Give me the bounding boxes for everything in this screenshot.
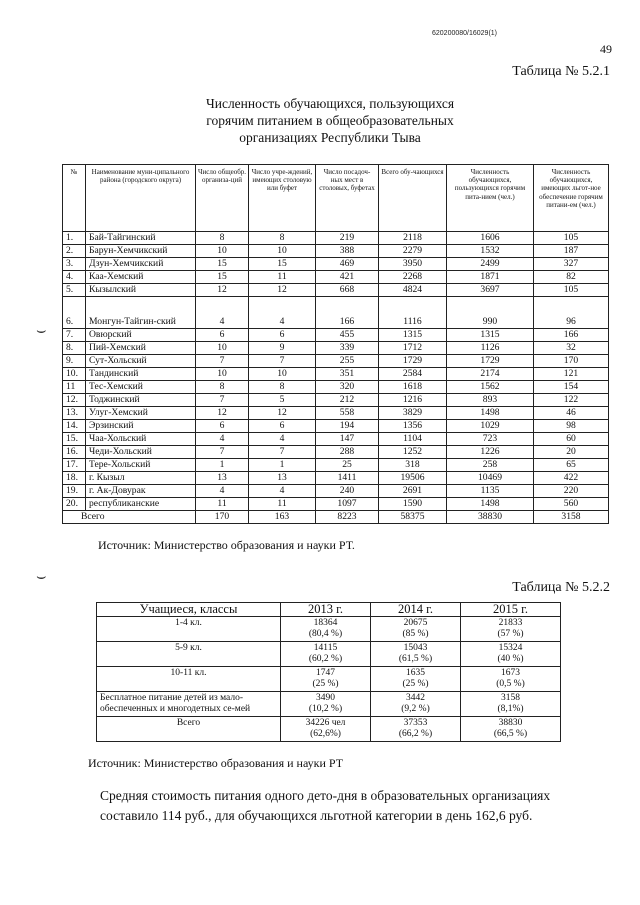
table-cell: 1729 <box>447 355 534 368</box>
table-cell: 4 <box>249 433 316 446</box>
students-by-grade-table <box>96 602 561 742</box>
count-value: 3442 <box>406 693 425 703</box>
table-cell: 327 <box>534 258 609 271</box>
table1-header-cell: Число общеобр. организа-ций <box>196 165 249 232</box>
table-row <box>63 329 609 342</box>
table-cell: 6. <box>63 297 86 329</box>
table1-header-cell: Наименование муни-ципального района (городского округа) <box>86 165 196 232</box>
table-cell: 1135 <box>447 485 534 498</box>
table-cell: 19506 <box>379 472 447 485</box>
count-value: 1635 <box>406 668 425 678</box>
table-cell: 170 <box>534 355 609 368</box>
table1-title <box>150 95 510 146</box>
table-cell: 1315 <box>379 329 447 342</box>
table-row <box>63 355 609 368</box>
value-cell <box>281 642 371 667</box>
table-cell: 7 <box>196 446 249 459</box>
table1-header-cell: Численность обучающихся, имеющих льгот-ное обеспечение горячим питани-ем (чел.) <box>534 165 609 232</box>
table-cell: 422 <box>534 472 609 485</box>
table-cell: 7 <box>196 355 249 368</box>
district-name-cell: Тес-Хемский <box>86 381 196 394</box>
table-row <box>63 498 609 511</box>
table1-header-cell: Число посадоч-ных мест в столовых, буфетах <box>316 165 379 232</box>
table-cell: 1729 <box>379 355 447 368</box>
table-cell: 255 <box>316 355 379 368</box>
table-cell: 560 <box>534 498 609 511</box>
table-cell: 147 <box>316 433 379 446</box>
table-cell: 258 <box>447 459 534 472</box>
district-name-cell: Барун-Хемчикский <box>86 245 196 258</box>
table2-label: Таблица № 5.2.2 <box>512 580 610 595</box>
table-cell: 13 <box>249 472 316 485</box>
table-cell: 20 <box>534 446 609 459</box>
count-value: 14115 <box>313 643 338 653</box>
table-cell: 15 <box>196 271 249 284</box>
percent-value: (8,1%) <box>497 704 524 714</box>
margin-mark: ⌣ <box>36 568 47 585</box>
table-row <box>63 446 609 459</box>
total-row <box>63 511 609 524</box>
table-cell: 219 <box>316 232 379 245</box>
table-row <box>63 420 609 433</box>
table-cell: 990 <box>447 297 534 329</box>
district-name-cell: Овюрский <box>86 329 196 342</box>
table-row <box>63 232 609 245</box>
percent-value: (80,4 %) <box>308 629 343 639</box>
table-cell: 1498 <box>447 498 534 511</box>
count-value: 15324 <box>498 643 523 653</box>
count-value: 3158 <box>501 693 520 703</box>
table-cell: 1356 <box>379 420 447 433</box>
district-name-cell: г. Кызыл <box>86 472 196 485</box>
table1-header-cell: Всего обу-чающихся <box>379 165 447 232</box>
value-cell <box>371 667 461 692</box>
table-row <box>63 381 609 394</box>
table-row <box>63 342 609 355</box>
percent-value: (9,2 %) <box>401 704 430 714</box>
table1-source: Источник: Министерство образования и науки РТ. <box>98 538 355 552</box>
percent-value: (66,5 %) <box>493 729 528 739</box>
table-cell: 1216 <box>379 394 447 407</box>
table-cell: 1116 <box>379 297 447 329</box>
table2-header-row <box>97 603 561 617</box>
percent-value: (10,2 %) <box>308 704 343 714</box>
table-cell: 4824 <box>379 284 447 297</box>
table-cell: 19. <box>63 485 86 498</box>
percent-value: (85 %) <box>402 629 429 639</box>
count-value: 3490 <box>316 693 335 703</box>
table-cell: 187 <box>534 245 609 258</box>
table-cell: 122 <box>534 394 609 407</box>
district-name-cell: Улуг-Хемский <box>86 407 196 420</box>
table-cell: 13. <box>63 407 86 420</box>
district-name-cell: Дзун-Хемчикский <box>86 258 196 271</box>
table-cell: 2499 <box>447 258 534 271</box>
count-value: 1747 <box>316 668 335 678</box>
table1-header-cell: № <box>63 165 86 232</box>
table-cell: 166 <box>534 329 609 342</box>
count-value: 38830 <box>498 718 523 728</box>
table1-title-line: Численность обучающихся, пользующихся <box>205 96 455 111</box>
table-cell: 18. <box>63 472 86 485</box>
district-name-cell: г. Ак-Довурак <box>86 485 196 498</box>
table-row <box>63 284 609 297</box>
table-cell: 65 <box>534 459 609 472</box>
table-cell: 1104 <box>379 433 447 446</box>
table-cell: 10 <box>196 342 249 355</box>
percent-value: (60,2 %) <box>308 654 343 664</box>
table-cell: 15 <box>196 258 249 271</box>
count-value: 34226 чел <box>305 718 346 728</box>
table-cell: 288 <box>316 446 379 459</box>
table-row <box>63 433 609 446</box>
table-cell: 1871 <box>447 271 534 284</box>
table-cell: 9 <box>249 342 316 355</box>
value-cell <box>371 692 461 717</box>
table-cell: 1126 <box>447 342 534 355</box>
district-name-cell: Пий-Хемский <box>86 342 196 355</box>
table-cell: 1712 <box>379 342 447 355</box>
table-cell: 1532 <box>447 245 534 258</box>
total-cell: 170 <box>196 511 249 524</box>
table2-header-cell: 2014 г. <box>371 603 461 617</box>
table-cell: 11 <box>249 498 316 511</box>
table-cell: 1411 <box>316 472 379 485</box>
table-cell: 2. <box>63 245 86 258</box>
table-cell: 4 <box>196 433 249 446</box>
summary-paragraph: Средняя стоимость питания одного дето-дня в образовательных организациях составило 114 руб., для обучающихся льготной категории в день 162,6 руб. <box>100 788 551 823</box>
percent-value: (61,5 %) <box>398 654 433 664</box>
table-cell: 1226 <box>447 446 534 459</box>
table-row <box>63 271 609 284</box>
page-number: 49 <box>600 42 612 56</box>
table-cell: 2691 <box>379 485 447 498</box>
table-cell: 10469 <box>447 472 534 485</box>
table-cell: 105 <box>534 232 609 245</box>
district-name-cell: Сут-Хольский <box>86 355 196 368</box>
table1-header-cell: Число учре-ждений, имеющих столовую или буфет <box>249 165 316 232</box>
table-row <box>97 642 561 667</box>
table-cell: 10 <box>249 368 316 381</box>
table-row <box>63 459 609 472</box>
table1-title-line: горячим питанием в общеобразовательных <box>206 113 454 128</box>
table-cell: 1618 <box>379 381 447 394</box>
count-value: 18364 <box>313 618 338 628</box>
table-cell: 3950 <box>379 258 447 271</box>
percent-value: (25 %) <box>402 679 429 689</box>
district-name-cell: Бай-Тайгинский <box>86 232 196 245</box>
district-name-cell: Тере-Хольский <box>86 459 196 472</box>
table-cell: 6 <box>196 420 249 433</box>
value-cell <box>281 692 371 717</box>
students-hot-meals-table <box>62 164 609 524</box>
table-cell: 4 <box>196 297 249 329</box>
table-cell: 13 <box>196 472 249 485</box>
district-name-cell: Монгун-Тайгин-ский <box>86 297 196 329</box>
table-cell: 3. <box>63 258 86 271</box>
table-cell: 15 <box>249 258 316 271</box>
margin-mark: ⌣ <box>36 322 47 339</box>
table-cell: 4. <box>63 271 86 284</box>
table-row <box>63 485 609 498</box>
table-row <box>97 617 561 642</box>
table-cell: 558 <box>316 407 379 420</box>
district-name-cell: Кызылский <box>86 284 196 297</box>
value-cell <box>461 667 561 692</box>
percent-value: (57 %) <box>497 629 524 639</box>
table-cell: 11 <box>63 381 86 394</box>
table-cell: 2584 <box>379 368 447 381</box>
table-cell: 6 <box>249 420 316 433</box>
table-cell: 166 <box>316 297 379 329</box>
table-cell: 7 <box>196 394 249 407</box>
value-cell <box>281 617 371 642</box>
total-cell: 8223 <box>316 511 379 524</box>
table-cell: 3697 <box>447 284 534 297</box>
table-cell: 8 <box>249 381 316 394</box>
percent-value: (25 %) <box>312 679 339 689</box>
value-cell <box>281 717 371 742</box>
table-cell: 11 <box>249 271 316 284</box>
district-name-cell: Тандинский <box>86 368 196 381</box>
table-row <box>63 394 609 407</box>
table-cell: 320 <box>316 381 379 394</box>
value-cell <box>461 642 561 667</box>
table-cell: 15. <box>63 433 86 446</box>
table2-header-cell: Учащиеся, классы <box>97 603 281 617</box>
table-cell: 1 <box>249 459 316 472</box>
count-value: 37353 <box>403 718 428 728</box>
value-cell <box>461 692 561 717</box>
table-cell: 2268 <box>379 271 447 284</box>
table-cell: 20. <box>63 498 86 511</box>
table-cell: 8 <box>196 232 249 245</box>
table-cell: 6 <box>249 329 316 342</box>
value-cell <box>371 717 461 742</box>
table-cell: 2118 <box>379 232 447 245</box>
table-cell: 455 <box>316 329 379 342</box>
table-cell: 12 <box>249 284 316 297</box>
district-name-cell: Эрзинский <box>86 420 196 433</box>
table-cell: 154 <box>534 381 609 394</box>
table-row <box>63 297 609 329</box>
district-name-cell: Чеди-Хольский <box>86 446 196 459</box>
table-cell: 469 <box>316 258 379 271</box>
table-cell: 1252 <box>379 446 447 459</box>
table-row <box>97 717 561 742</box>
total-cell: 3158 <box>534 511 609 524</box>
table-cell: 4 <box>249 485 316 498</box>
table-cell: 8 <box>196 381 249 394</box>
table-cell: 723 <box>447 433 534 446</box>
value-cell <box>371 617 461 642</box>
table-cell: 3829 <box>379 407 447 420</box>
total-cell: 163 <box>249 511 316 524</box>
table2-header-cell: 2013 г. <box>281 603 371 617</box>
table2-header-cell: 2015 г. <box>461 603 561 617</box>
row-label-cell: 1-4 кл. <box>97 617 281 642</box>
table-cell: 4 <box>249 297 316 329</box>
district-name-cell: Тоджинский <box>86 394 196 407</box>
table-cell: 1498 <box>447 407 534 420</box>
table-cell: 60 <box>534 433 609 446</box>
district-name-cell: республиканские <box>86 498 196 511</box>
table-cell: 16. <box>63 446 86 459</box>
percent-value: (62,6%) <box>310 729 341 739</box>
table-cell: 12 <box>196 284 249 297</box>
table-cell: 1 <box>196 459 249 472</box>
table-cell: 1097 <box>316 498 379 511</box>
table-cell: 7 <box>249 446 316 459</box>
table-row <box>63 368 609 381</box>
table-cell: 10 <box>196 245 249 258</box>
table-row <box>63 407 609 420</box>
table-cell: 12. <box>63 394 86 407</box>
value-cell <box>461 617 561 642</box>
percent-value: (66,2 %) <box>398 729 433 739</box>
value-cell <box>371 642 461 667</box>
row-label-cell: Бесплатное питание детей из мало-обеспеченных и многодетных се-мей <box>97 692 281 717</box>
table-cell: 668 <box>316 284 379 297</box>
table1-title-line: организациях Республики Тыва <box>239 130 421 145</box>
table-cell: 421 <box>316 271 379 284</box>
table-cell: 7. <box>63 329 86 342</box>
table-cell: 8. <box>63 342 86 355</box>
table-cell: 240 <box>316 485 379 498</box>
table-cell: 9. <box>63 355 86 368</box>
total-cell: 38830 <box>447 511 534 524</box>
table-cell: 893 <box>447 394 534 407</box>
table-cell: 121 <box>534 368 609 381</box>
table-cell: 10 <box>196 368 249 381</box>
table-cell: 10. <box>63 368 86 381</box>
table-cell: 1606 <box>447 232 534 245</box>
table-cell: 10 <box>249 245 316 258</box>
table-row <box>63 472 609 485</box>
value-cell <box>461 717 561 742</box>
table-cell: 11 <box>196 498 249 511</box>
table-cell: 105 <box>534 284 609 297</box>
table-cell: 46 <box>534 407 609 420</box>
value-cell <box>281 667 371 692</box>
table-cell: 12 <box>196 407 249 420</box>
table-cell: 1590 <box>379 498 447 511</box>
table-cell: 17. <box>63 459 86 472</box>
row-label-cell: 10-11 кл. <box>97 667 281 692</box>
table-cell: 1315 <box>447 329 534 342</box>
table-cell: 98 <box>534 420 609 433</box>
table-cell: 351 <box>316 368 379 381</box>
table-row <box>97 667 561 692</box>
table-cell: 212 <box>316 394 379 407</box>
table-cell: 1029 <box>447 420 534 433</box>
table-row <box>97 692 561 717</box>
table-cell: 339 <box>316 342 379 355</box>
row-label-cell: Всего <box>97 717 281 742</box>
table-cell: 25 <box>316 459 379 472</box>
table-cell: 318 <box>379 459 447 472</box>
table-cell: 12 <box>249 407 316 420</box>
table-cell: 1. <box>63 232 86 245</box>
table-cell: 14. <box>63 420 86 433</box>
district-name-cell: Каа-Хемский <box>86 271 196 284</box>
district-name-cell: Чаа-Хольский <box>86 433 196 446</box>
percent-value: (0,5 %) <box>496 679 525 689</box>
table-cell: 5. <box>63 284 86 297</box>
table-row <box>63 245 609 258</box>
row-label-cell: 5-9 кл. <box>97 642 281 667</box>
table-row <box>63 258 609 271</box>
table1-header-cell: Численность обучающихся, пользующихся горячим пита-нием (чел.) <box>447 165 534 232</box>
total-cell: 58375 <box>379 511 447 524</box>
table-cell: 2279 <box>379 245 447 258</box>
percent-value: (40 %) <box>497 654 524 664</box>
table-cell: 388 <box>316 245 379 258</box>
document-id: 620200080/16029(1) <box>432 30 498 37</box>
table-cell: 1562 <box>447 381 534 394</box>
count-value: 15043 <box>403 643 428 653</box>
table-cell: 2174 <box>447 368 534 381</box>
table-cell: 194 <box>316 420 379 433</box>
table-cell: 82 <box>534 271 609 284</box>
table-cell: 32 <box>534 342 609 355</box>
table-cell: 96 <box>534 297 609 329</box>
table2-source: Источник: Министерство образования и науки РТ <box>88 756 344 770</box>
total-label-cell: Всего <box>63 511 196 524</box>
table1-header-row <box>63 165 609 232</box>
table1-label: Таблица № 5.2.1 <box>512 64 610 79</box>
count-value: 20675 <box>403 618 428 628</box>
count-value: 1673 <box>501 668 520 678</box>
table-cell: 6 <box>196 329 249 342</box>
count-value: 21833 <box>498 618 523 628</box>
table-cell: 7 <box>249 355 316 368</box>
table-cell: 8 <box>249 232 316 245</box>
table-cell: 5 <box>249 394 316 407</box>
table-cell: 4 <box>196 485 249 498</box>
table-cell: 220 <box>534 485 609 498</box>
